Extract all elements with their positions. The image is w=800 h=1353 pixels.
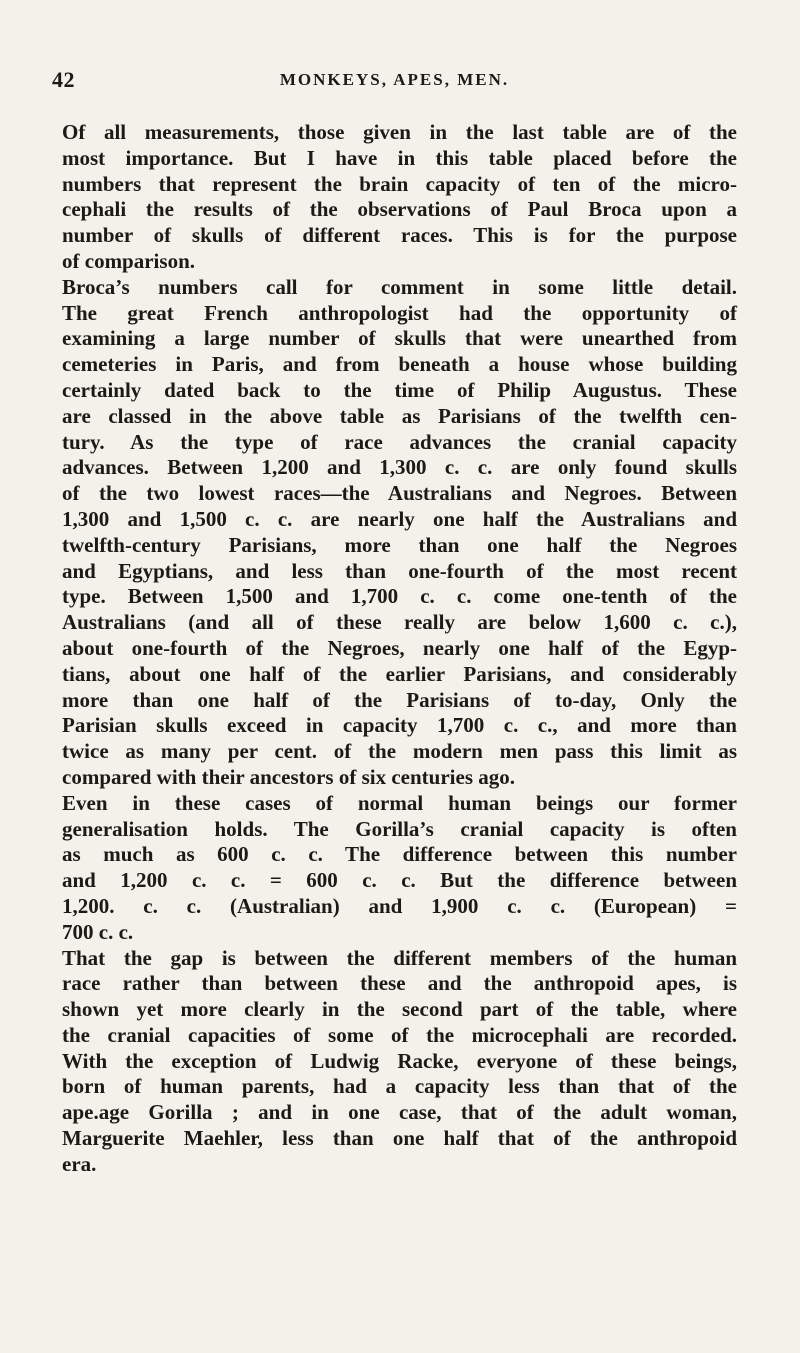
text-line: most importance. But I have in this table placed before the bbox=[62, 145, 737, 170]
page-header bbox=[52, 67, 737, 93]
text-line: race rather than between these and the anthropoid apes, is bbox=[62, 971, 737, 996]
text-line: and 1,200 c. c. = 600 c. c. But the difference between bbox=[62, 868, 737, 893]
text-line: generalisation holds. The Gorilla’s cranial capacity is often bbox=[62, 816, 737, 841]
text-line: Parisian skulls exceed in capacity 1,700 c. c., and more than bbox=[62, 713, 737, 738]
text-line: Even in these cases of normal human beings our former bbox=[62, 790, 737, 815]
text-line: ape.age Gorilla ; and in one case, that of the adult woman, bbox=[62, 1100, 737, 1125]
body-text bbox=[52, 120, 737, 1178]
text-line: as much as 600 c. c. The difference between this number bbox=[62, 842, 737, 867]
text-line: the cranial capacities of some of the microcephali are recorded. bbox=[62, 1022, 737, 1047]
page-number: 42 bbox=[52, 67, 75, 92]
paragraph-4 bbox=[52, 946, 737, 1178]
text-line: type. Between 1,500 and 1,700 c. c. come one-tenth of the bbox=[62, 584, 737, 609]
text-line: numbers that represent the brain capacity of ten of the micro- bbox=[62, 171, 737, 196]
text-line: 1,300 and 1,500 c. c. are nearly one half the Australians and bbox=[62, 506, 737, 531]
text-line: Australians (and all of these really are below 1,600 c. c.), bbox=[62, 610, 737, 635]
text-line: twice as many per cent. of the modern men pass this limit as bbox=[62, 739, 737, 764]
text-line: of the two lowest races—the Australians and Negroes. Between bbox=[62, 481, 737, 506]
paragraph-1 bbox=[52, 120, 737, 275]
text-line: more than one half of the Parisians of to-day, Only the bbox=[62, 687, 737, 712]
text-line: are classed in the above table as Parisians of the twelfth cen- bbox=[62, 403, 737, 428]
running-title: MONKEYS, APES, MEN. bbox=[279, 70, 510, 89]
text-line: tury. As the type of race advances the cranial capacity bbox=[62, 429, 737, 454]
text-line: era. bbox=[62, 1151, 97, 1176]
text-line: tians, about one half of the earlier Parisians, and considerably bbox=[62, 661, 737, 686]
text-line: Of all measurements, those given in the last table are of the bbox=[62, 120, 737, 144]
text-line: The great French anthropologist had the opportunity of bbox=[62, 300, 737, 325]
text-line: cephali the results of the observations of Paul Broca upon a bbox=[62, 197, 737, 222]
text-line: certainly dated back to the time of Philip Augustus. These bbox=[62, 377, 737, 402]
text-line: examining a large number of skulls that were unearthed from bbox=[62, 326, 737, 351]
text-line: twelfth-century Parisians, more than one half the Negroes bbox=[62, 532, 737, 557]
text-line: Broca’s numbers call for comment in some little detail. bbox=[62, 274, 737, 299]
text-line: With the exception of Ludwig Racke, everyone of these beings, bbox=[62, 1048, 737, 1073]
text-line: born of human parents, had a capacity less than that of the bbox=[62, 1074, 737, 1099]
paragraph-2 bbox=[52, 275, 737, 791]
text-line: 700 c. c. bbox=[62, 919, 134, 944]
text-line: and Egyptians, and less than one-fourth of the most recent bbox=[62, 558, 737, 583]
text-line: about one-fourth of the Negroes, nearly one half of the Egyp- bbox=[62, 635, 737, 660]
text-line: advances. Between 1,200 and 1,300 c. c. are only found skulls bbox=[62, 455, 737, 480]
text-line: of comparison. bbox=[62, 248, 195, 273]
text-line: That the gap is between the different members of the human bbox=[62, 945, 737, 970]
paragraph-3 bbox=[52, 791, 737, 946]
text-line: 1,200. c. c. (Australian) and 1,900 c. c. (European) = bbox=[62, 893, 737, 918]
text-line: Marguerite Maehler, less than one half that of the anthropoid bbox=[62, 1126, 737, 1151]
text-line: number of skulls of different races. This is for the purpose bbox=[62, 223, 737, 248]
text-line: compared with their ancestors of six centuries ago. bbox=[62, 764, 515, 789]
text-line: shown yet more clearly in the second part of the table, where bbox=[62, 997, 737, 1022]
text-line: cemeteries in Paris, and from beneath a house whose building bbox=[62, 352, 737, 377]
